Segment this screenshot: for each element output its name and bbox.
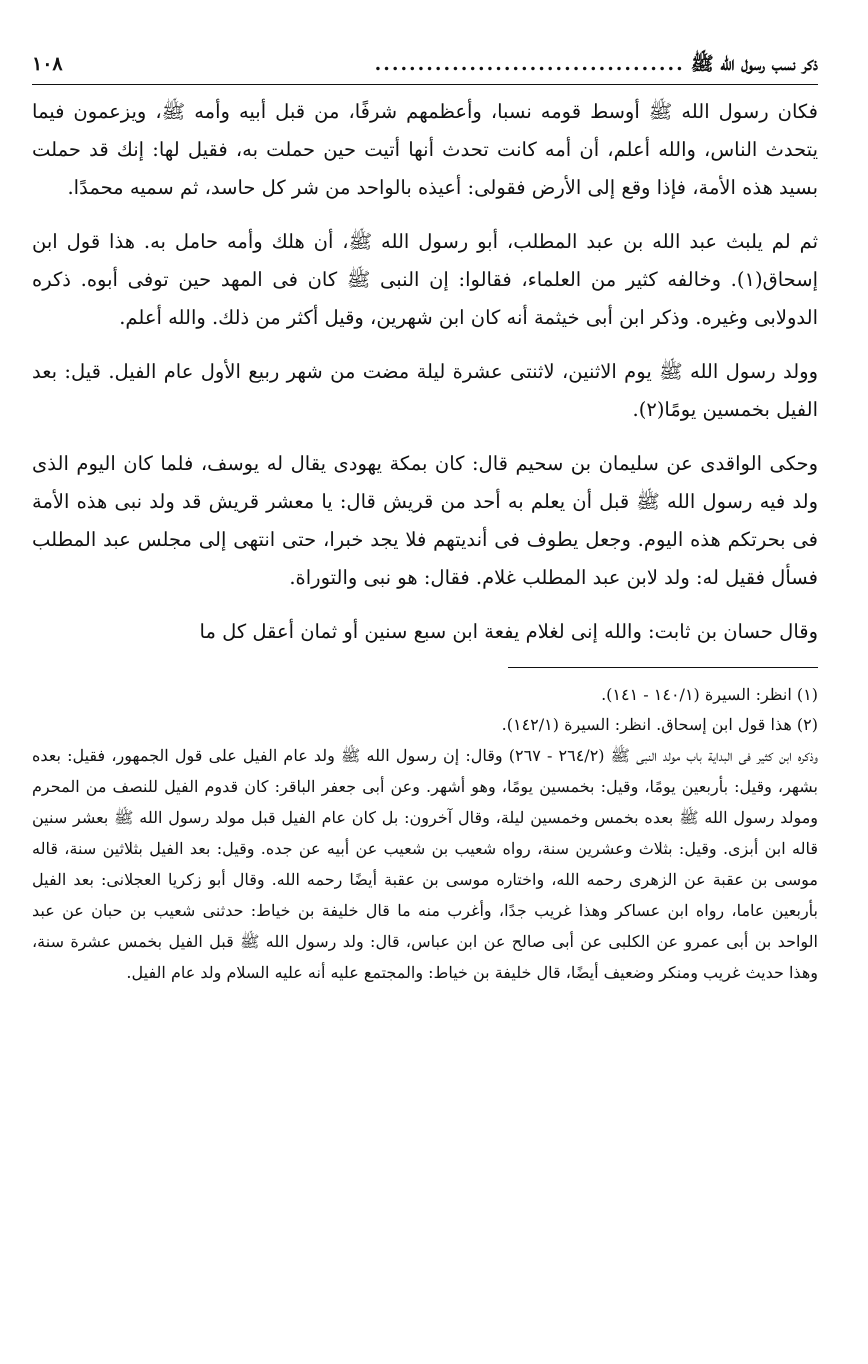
paragraph-5: وقال حسان بن ثابت: والله إنى لغلام يفعة ابن سبع سنين أو ثمان أعقل كل ما xyxy=(199,620,818,643)
paragraph-3: وولد رسول الله ﷺ يوم الاثنين، لاثنتى عشرة ليلة مضت من شهر ربيع الأول عام الفيل. قيل: بعد الفيل بخمسين يومًا(٢). xyxy=(32,360,818,421)
leader-dots: .................................... xyxy=(374,53,685,75)
paragraph-1: فكان رسول الله ﷺ أوسط قومه نسبا، وأعظمهم شرفًا، من قبل أبيه وأمه ﷺ، ويزعمون فيما يتحدث الناس، والله أعلم، أن أمه كانت تحدث أنها أتيت حين حملت به، فقيل لها: إنك قد حملت بسيد هذه الأمة، فإذا وقع إلى الأرض فقولى: أعيذه بالواحد من شر كل حاسد، ثم سميه محمدًا. xyxy=(32,100,818,199)
paragraph-2: ثم لم يلبث عبد الله بن عبد المطلب، أبو رسول الله ﷺ، أن هلك وأمه حامل به. هذا قول ابن إسحاق(١). وخالفه كثير من العلماء، فقالوا: إن النبى ﷺ كان فى المهد حين توفى أبوه. ذكره الدولابى وغيره. وذكر ابن أبى خيثمة أنه كان ابن شهرين، وقيل أكثر من ذلك. والله أعلم. xyxy=(32,230,818,329)
footnote-2-body: وذكره ابن كثير فى البداية باب مولد النبى ﷺ (٢٦٤/٢ - ٢٦٧) وقال: إن رسول الله ﷺ ولد عام الفيل على قول الجمهور، فقيل: بعده بشهر، وقيل: بأربعين يومًا، وقيل: بخمسين يومًا، وهو أشهر. وعن أبى جعفر الباقر: كان قدوم الفيل للنصف من المحرم ومولد رسول الله ﷺ بعده بخمس وخمسين ليلة، وقال آخرون: بل كان عام الفيل قبل مولد رسول الله ﷺ بعشر سنين قاله ابن أبزى. وقيل: بثلاث وعشرين سنة، رواه شعيب بن شعيب عن أبيه عن جده. وقيل: بعد الفيل بثلاثين سنة، قاله موسى بن عقبة عن الزهرى رحمه الله، واختاره موسى بن عقبة أيضًا رحمه الله. وقال أبو زكريا العجلانى: بعد الفيل بأربعين عاما، رواه ابن عساكر وهذا غريب جدًا، وأغرب منه ما قال خليفة بن خياط: حدثنى شعيب بن حبان عن عبد الواحد بن أبى عمرو عن الكلبى عن أبى صالح عن ابن عباس، قال: ولد رسول الله ﷺ قبل الفيل بخمس عشرة سنة، وهذا حديث غريب ومنكر وضعيف أيضًا، قال خليفة بن خياط: والمجتمع عليه أنه عليه السلام ولد عام الفيل. xyxy=(32,746,818,982)
chapter-title: ذكر نسب رسول الله ﷺ xyxy=(690,53,818,75)
footnote-2: (٢) هذا قول ابن إسحاق. انظر: السيرة (١٤٢/١). xyxy=(501,715,818,734)
book-page xyxy=(32,52,818,988)
footnote-separator xyxy=(508,667,818,668)
page-number: ١٠٨ xyxy=(32,53,63,75)
running-header xyxy=(32,52,818,85)
paragraph-4: وحكى الواقدى عن سليمان بن سحيم قال: كان بمكة يهودى يقال له يوسف، فلما كان اليوم الذى ولد فيه رسول الله ﷺ قبل أن يعلم به أحد من قريش قال: يا معشر قريش قد ولد نبى هذه الأمة فى بحرتكم هذه اليوم. وجعل يطوف فى أنديتهم فلا يجد خبرا، حتى انتهى إلى مجلس عبد المطلب فسأل فقيل له: ولد لابن عبد المطلب غلام. فقال: هو نبى والتوراة. xyxy=(32,452,818,589)
footnote-1: (١) انظر: السيرة (١٤٠/١ - ١٤١). xyxy=(601,685,818,704)
